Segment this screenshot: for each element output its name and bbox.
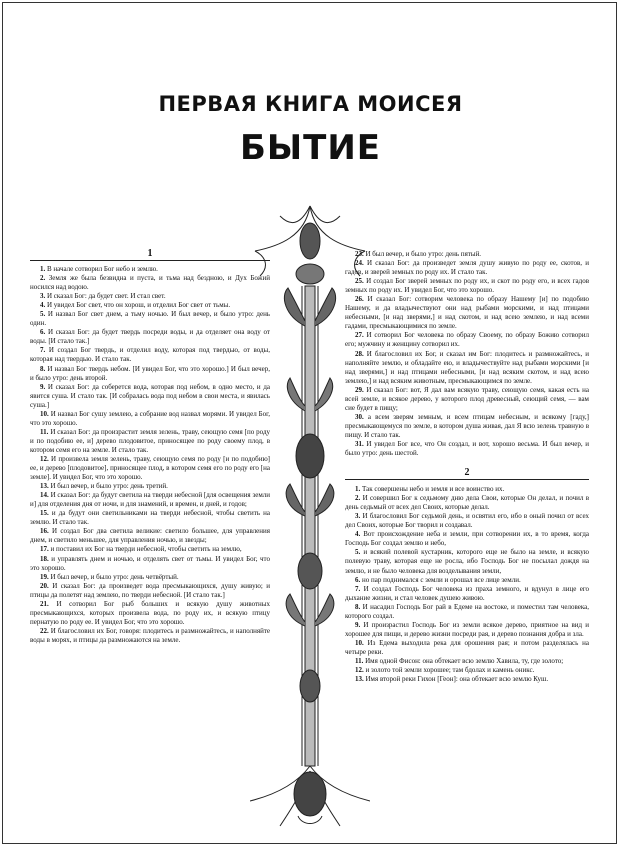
verse-number: 14. <box>40 491 49 500</box>
verse <box>30 455 270 482</box>
verse-text: И был вечер, и было утро: день пятый. <box>365 250 482 258</box>
verse-text: И сотворил Бог человека по образу Своему, по образу Божию сотворил его; мужчину и женщину сотворил их. <box>345 331 590 349</box>
verse-number: 12. <box>40 454 49 463</box>
verse-text: И сказал Бог: да произведет вода пресмыкающихся, душу живую; и птицы да полетят над землею, по тверди небесной. [И стало так.] <box>30 581 270 599</box>
verse-text: И сказал Бог: да будут светила на тверди небесной [для освещения земли и] для отделения дня от ночи, и для знамений, и времен, и дней, и годов; <box>30 491 271 509</box>
verse-text: И благословил их Бог, говоря: плодитесь и размножайтесь, и наполняйте воды в морях, и птицы да размножаются на земле. <box>30 626 271 644</box>
page-title: БЫТИЕ <box>239 128 382 168</box>
verse-number: 12. <box>355 666 364 675</box>
verse-number: 1. <box>40 265 46 273</box>
verse-text: Из Едема выходила река для орошения рая; и потом разделялась на четыре реки. <box>345 638 589 656</box>
verse <box>345 485 589 494</box>
verse <box>345 259 589 277</box>
verse-number: 15. <box>40 509 49 518</box>
verse <box>345 639 589 657</box>
verse-number: 7. <box>355 584 361 593</box>
verse-text: Имя второй реки Гихон [Геон]: она обтекает всю землю Куш. <box>365 675 549 684</box>
verse-text: И увидел Бог свет, что он хорош, и отделил Бог свет от тьмы. <box>47 301 231 310</box>
verse <box>30 383 270 410</box>
verse-number: 11. <box>40 427 49 436</box>
verse-number: 24. <box>355 259 364 268</box>
verse-text: но пар поднимался с земли и орошал все лице земли. <box>362 575 521 584</box>
verse <box>345 530 589 548</box>
verse-number: 10. <box>40 409 49 418</box>
verse-text: И сказал Бог: да произведет земля душу живую по роду ее, скотов, и гадов, и зверей земных по роду их. И стало так. <box>345 259 589 277</box>
verse <box>345 675 589 684</box>
verse-number: 16. <box>40 527 49 536</box>
verse <box>345 548 589 575</box>
verse-text: И благословил их Бог, и сказал им Бог: плодитесь и размножайтесь, и наполняйте землю, и обладайте ею, и владычествуйте над рыбами морскими [и над зверями,] и над птицами небесными, [и над всяким скотом, и над всею землею,] и над всяким животным, пресмыкающимся по земле. <box>345 349 589 385</box>
verse-text: И сказал Бог: вот, Я дал вам всякую траву, сеющую семя, какая есть на всей земле, и всякое дерево, у которого плод древесный, сеющий семя, — вам сие будет в пищу; <box>345 385 589 412</box>
chapter-heading: 2 <box>345 467 589 480</box>
verse-text: И совершил Бог к седьмому дню дела Свои, которые Он делал, и почил в день седьмый от всех дел Своих, которые делал. <box>345 494 590 512</box>
verse-number: 9. <box>40 382 46 391</box>
verse-text: И сказал Бог: да произрастит земля зелень, траву, сеющую семя [по роду и по подобию ее, и] дерево плодовитое, приносящее по роду своему плод, в котором семя его на земле. И стало так. <box>30 427 271 454</box>
verse <box>30 491 270 509</box>
verse-text: И назвал Бог твердь небом. [И увидел Бог, что это хорошо.] И был вечер, и было утро: день второй. <box>30 364 270 382</box>
verse-text: И сотворил Бог рыб больших и всякую душу животных пресмыкающихся, которых произвела вода, по роду их, и всякую птицу пернатую по роду ее. И увидел Бог, что это хорошо. <box>30 599 271 626</box>
verse-number: 2. <box>355 494 361 503</box>
verse <box>345 603 589 621</box>
verse-text: и управлять днем и ночью, и отделять свет от тьмы. И увидел Бог, что это хорошо. <box>30 554 271 572</box>
verse <box>345 512 589 530</box>
verse-text: И сказал Бог: да соберется вода, которая под небом, в одно место, и да явится суша. И стало так. [И собралась вода под небом в свои места, и явилась суша.] <box>30 382 271 409</box>
verse-text: Так совершены небо и земля и все воинство их. <box>362 485 505 494</box>
verse <box>30 274 270 292</box>
verse <box>30 346 270 364</box>
verse-number: 27. <box>355 331 364 340</box>
verse <box>30 509 270 527</box>
verse <box>30 365 270 383</box>
verse-text: а всем зверям земным, и всем птицам небесным, и всякому [гаду,] пресмыкающемуся по земле, в котором душа живая, дал Я всю зелень травную в пищу. И стало так. <box>345 412 589 439</box>
verse <box>30 292 270 301</box>
verse-number: 13. <box>355 675 364 684</box>
verse-number: 28. <box>355 349 364 358</box>
verse <box>30 301 270 310</box>
verse-text: И создал Бог твердь, и отделил воду, которая под твердью, от воды, которая над твердью. И стало так. <box>30 346 271 364</box>
verse-number: 5. <box>40 310 46 319</box>
verse <box>30 482 270 491</box>
verse-number: 4. <box>355 530 361 539</box>
verse <box>345 621 589 639</box>
verse <box>345 576 589 585</box>
verse-text: И создал Господь Бог человека из праха земного, и вдунул в лице его дыхание жизни, и стал человек душею живою. <box>345 584 590 602</box>
verse-number: 4. <box>40 301 46 310</box>
verse-text: и всякий полевой кустарник, которого еще не было на земле, и всякую полевую траву, которая еще не росла, ибо Господь Бог не посылал дождя на землю, и не было человека для возделывания земли, <box>345 548 590 575</box>
verse <box>345 585 589 603</box>
verse-number: 20. <box>40 581 49 590</box>
verse-text: И был вечер, и было утро: день четвёртый. <box>50 572 179 581</box>
verse-number: 23. <box>355 250 364 258</box>
verse <box>345 295 589 331</box>
verse <box>345 657 589 666</box>
verse <box>30 310 270 328</box>
verse-number: 3. <box>40 292 46 301</box>
verse <box>345 494 589 512</box>
verse-number: 10. <box>355 638 364 647</box>
verse <box>345 350 589 386</box>
verse <box>30 527 270 545</box>
verse-text: И благословил Бог седьмой день, и освятил его, ибо в оный почил от всех дел Своих, которые Бог творил и создавал. <box>345 512 590 530</box>
verse-number: 17. <box>40 545 49 554</box>
verse-text: И увидел Бог все, что Он создал, и вот, хорошо весьма. И был вечер, и было утро: день шестой. <box>345 439 590 458</box>
verse-text: и да будут они светильниками на тверди небесной, чтобы светить на землю. И стало так. <box>30 509 271 527</box>
verse <box>30 555 270 573</box>
verse-number: 2. <box>40 274 46 283</box>
right-text-column <box>345 250 589 684</box>
verse <box>345 250 589 259</box>
verse-text: И создал Бог два светила великие: светило большее, для управления днем, и светило меньшее, для управления ночью, и звезды; <box>30 527 270 545</box>
verse-text: И сказал Бог: сотворим человека по образу Нашему [и] по подобию Нашему, и да владычествуют они над рыбами морскими, и над птицами небесными, [и над зверями,] и над скотом, и над всею землею, и над всеми гадами, пресмыкающимися по земле. <box>345 295 590 331</box>
verse-text: И произрастил Господь Бог из земли всякое дерево, приятное на вид и хорошее для пищи, и дерево жизни посреди рая, и дерево познания добра и зла. <box>345 620 590 638</box>
verse-number: 1. <box>355 485 361 494</box>
verse <box>345 386 589 413</box>
verse <box>30 428 270 455</box>
verse-number: 8. <box>355 602 361 611</box>
verse-text: И насадил Господь Бог рай в Едеме на востоке, и поместил там человека, которого создал. <box>345 602 590 620</box>
verse <box>30 627 270 645</box>
book-title: ПЕРВАЯ КНИГА МОИСЕЯ <box>158 92 463 116</box>
verse-number: 26. <box>355 295 364 304</box>
verse-number: 29. <box>355 385 364 394</box>
verse-number: 22. <box>40 626 49 635</box>
verse-number: 25. <box>355 277 364 286</box>
verse <box>345 331 589 349</box>
verse <box>30 545 270 554</box>
verse-number: 5. <box>355 548 361 557</box>
verse <box>30 328 270 346</box>
verse-text: В начале сотворил Бог небо и землю. <box>47 265 158 273</box>
verse <box>30 600 270 627</box>
verse <box>30 582 270 600</box>
verse <box>345 666 589 675</box>
verse-number: 6. <box>355 575 361 584</box>
verse-number: 31. <box>355 439 364 448</box>
verse-number: 3. <box>355 512 361 521</box>
verse-number: 6. <box>40 328 46 337</box>
verse-text: И создал Бог зверей земных по роду их, и скот по роду его, и всех гадов земных по роду их. И увидел Бог, что это хорошо. <box>345 277 590 295</box>
left-text-column <box>30 248 270 645</box>
verse-text: И назвал Бог свет днем, а тьму ночью. И был вечер, и было утро: день один. <box>30 310 271 328</box>
verse-number: 21. <box>40 599 49 608</box>
verse <box>345 440 589 458</box>
verse-text: И произвела земля зелень, траву, сеющую семя по роду [и по подобию] ее, и дерево [плодовитое], приносящее плод, в котором семя его по роду его [на земле]. И увидел Бог, что это хорошо. <box>30 454 271 482</box>
verse-number: 19. <box>40 572 49 581</box>
verse <box>345 413 589 440</box>
verse-text: И сказал Бог: да будет свет. И стал свет. <box>47 292 166 301</box>
verse-number: 30. <box>355 412 364 421</box>
verse-text: Имя одной Фисон: она обтекает всю землю Хавила, ту, где золото; <box>365 656 564 665</box>
verse-number: 9. <box>355 620 361 629</box>
verse-number: 8. <box>40 364 46 373</box>
verse-text: Земля же была безвидна и пуста, и тьма над бездною, и Дух Божий носился над водою. <box>30 274 270 292</box>
verse <box>30 573 270 582</box>
verse <box>30 410 270 428</box>
verse <box>345 277 589 295</box>
verse-number: 13. <box>40 482 49 491</box>
verse-number: 18. <box>40 554 49 563</box>
verse-text: И был вечер, и было утро: день третий. <box>50 482 168 491</box>
verse-number: 11. <box>355 656 364 665</box>
verse-number: 7. <box>40 346 46 355</box>
verse-text: И сказал Бог: да будет твердь посреди воды, и да отделяет она воду от воды. [И стало так.] <box>30 328 270 346</box>
verse-text: Вот происхождение неба и земли, при сотворении их, в то время, когда Господь Бог создал землю и небо, <box>345 530 589 548</box>
verse-text: И назвал Бог сушу землею, а собрание вод назвал морями. И увидел Бог, что это хорошо. <box>30 409 271 427</box>
verse-text: и золото той земли хорошее; там бдолах и камень оникс. <box>365 666 535 675</box>
chapter-heading: 1 <box>30 248 270 261</box>
verse-text: и поставил их Бог на тверди небесной, чтобы светить на землю, <box>50 545 242 554</box>
verse <box>30 265 270 274</box>
